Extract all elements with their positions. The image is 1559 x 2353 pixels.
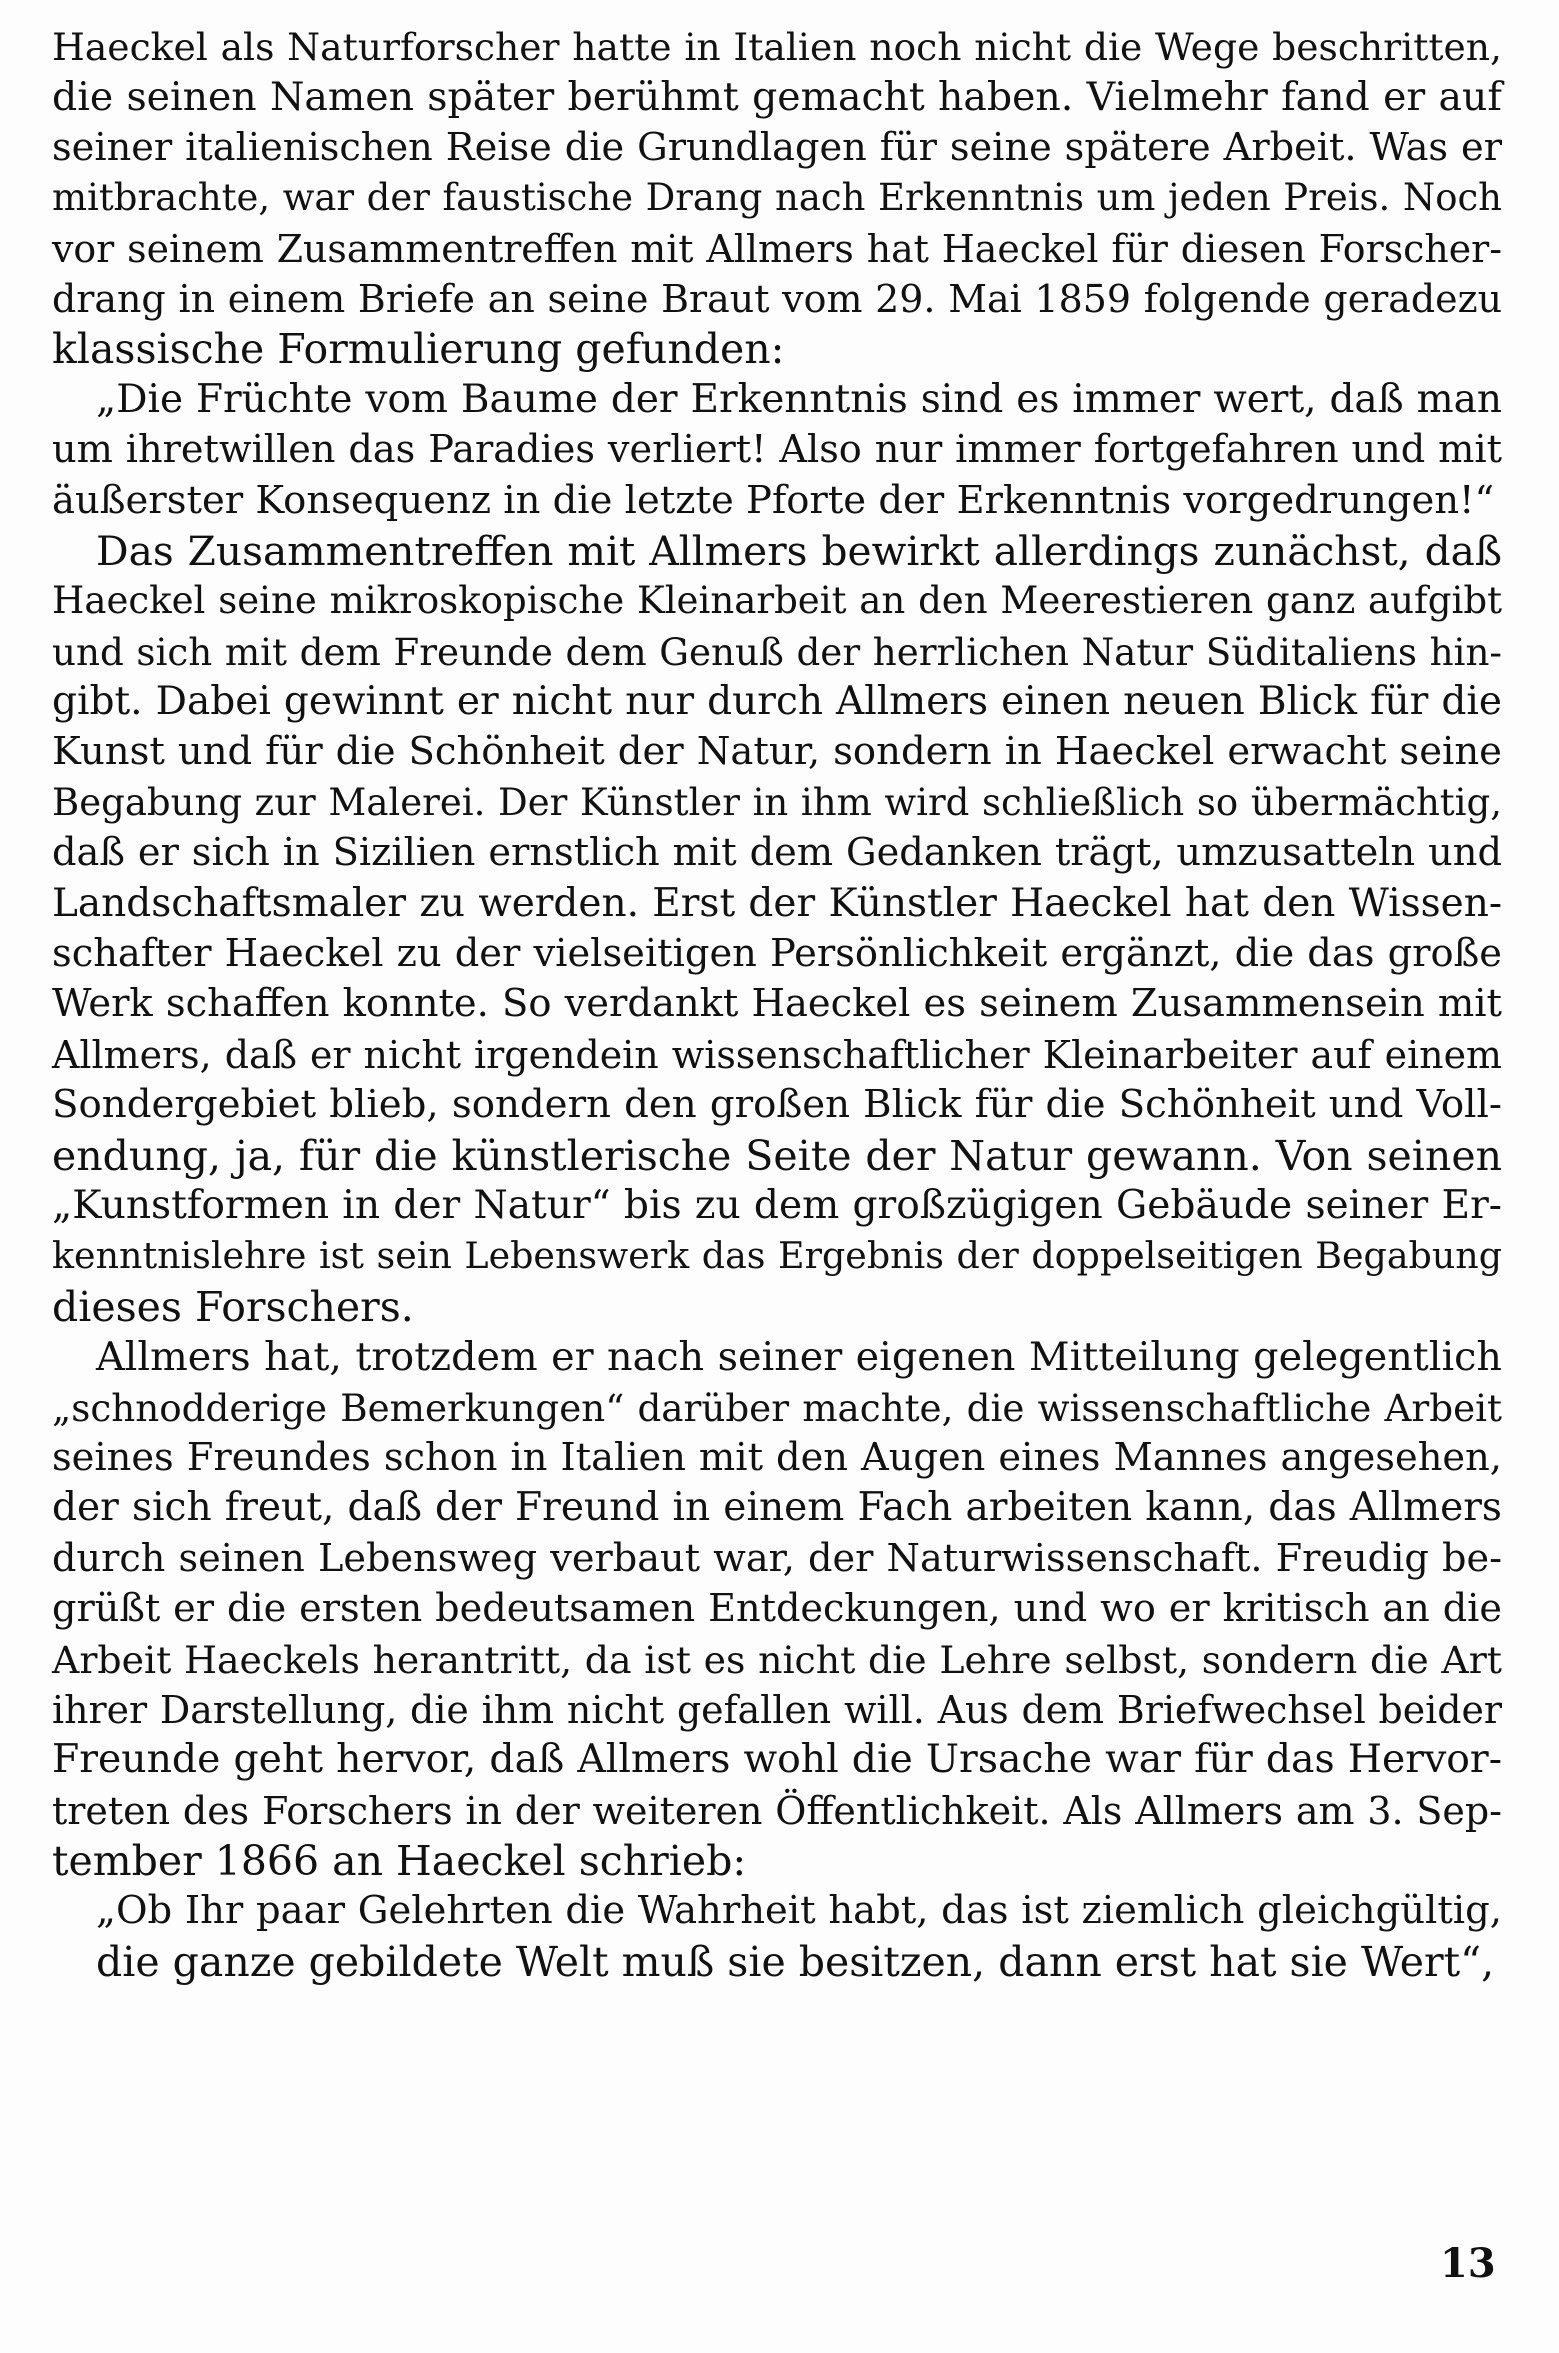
page-number: 13: [1440, 2240, 1496, 2287]
text-line: Begabung zur Malerei. Der Künstler in ihm wird schließlich so übermächtig,: [52, 780, 1502, 824]
text-line: grüßt er die ersten bedeutsamen Entdeckungen, und wo er kritisch an die: [52, 1587, 1502, 1632]
text-line: Das Zusammentreffen mit Allmers bewirkt allerdings zunächst, daß: [96, 526, 1502, 575]
text-line: seines Freundes schon in Italien mit den Augen eines Mannes angesehen,: [52, 1434, 1502, 1480]
text-line: äußerster Konsequenz in die letzte Pforte der Erkenntnis vorgedrungen!“: [52, 477, 1495, 523]
text-line: seiner italienischen Reise die Grundlagen für seine spätere Arbeit. Was er: [52, 124, 1502, 170]
text-line: schafter Haeckel zu der vielseitigen Persönlichkeit ergänzt, die das große: [52, 931, 1502, 977]
text-line: Kunst und für die Schönheit der Natur, sondern in Haeckel erwacht seine: [52, 729, 1502, 775]
text-line: „schnodderige Bemerkungen“ darüber machte, die wissenschaftliche Arbeit: [52, 1385, 1502, 1430]
text-line: und sich mit dem Freunde dem Genuß der herrlichen Natur Süditaliens hin-: [52, 629, 1502, 674]
text-line: endung, ja, für die künstlerische Seite der Natur gewann. Von seinen: [52, 1131, 1502, 1180]
text-line: die seinen Namen später berühmt gemacht haben. Vielmehr fand er auf: [52, 74, 1502, 121]
text-line: drang in einem Briefe an seine Braut vom 29. Mai 1859 folgende geradezu: [52, 276, 1502, 321]
text-line: daß er sich in Sizilien ernstlich mit dem Gedanken trägt, umzusatteln und: [52, 830, 1502, 876]
text-line: durch seinen Lebensweg verbaut war, der Naturwissenschaft. Freudig be-: [52, 1536, 1502, 1581]
text-line: kenntnislehre ist sein Lebenswerk das Ergebnis der doppelseitigen Begabung: [52, 1234, 1502, 1278]
text-line: tember 1866 an Haeckel schrieb:: [52, 1837, 747, 1886]
text-line: um ihretwillen das Paradies verliert! Also nur immer fortgefahren und mit: [52, 428, 1502, 473]
text-line: Arbeit Haeckels herantritt, da ist es nicht die Lehre selbst, sondern die Art: [52, 1637, 1502, 1682]
text-line: Haeckel als Naturforscher hatte in Italien noch nicht die Wege beschritten,: [52, 25, 1502, 69]
text-line: vor seinem Zusammentreffen mit Allmers hat Haeckel für diesen Forscher-: [52, 226, 1502, 271]
text-line: dieses Forschers.: [52, 1282, 414, 1331]
text-line: „Kunstformen in der Natur“ bis zu dem großzügigen Gebäude seiner Er-: [52, 1182, 1502, 1228]
text-line: ihrer Darstellung, die ihm nicht gefallen will. Aus dem Briefwechsel beider: [52, 1687, 1502, 1732]
text-line: der sich freut, daß der Freund in einem Fach arbeiten kann, das Allmers: [52, 1485, 1502, 1531]
text-line: Landschaftsmaler zu werden. Erst der Künstler Haeckel hat den Wissen-: [52, 880, 1502, 926]
text-line: „Ob Ihr paar Gelehrten die Wahrheit habt, das ist ziemlich gleichgültig,: [96, 1888, 1502, 1934]
text-line: gibt. Dabei gewinnt er nicht nur durch Allmers einen neuen Blick für die: [52, 679, 1502, 725]
text-line: Werk schaffen konnte. So verdankt Haeckel es seinem Zusammensein mit: [52, 981, 1502, 1027]
text-line: mitbrachte, war der faustische Drang nach Erkenntnis um jeden Preis. Noch: [52, 176, 1502, 220]
text-line: Sondergebiet blieb, sondern den großen Blick für die Schönheit und Voll-: [52, 1082, 1502, 1128]
body-text: [52, 22, 1502, 1987]
text-line: „Die Früchte vom Baume der Erkenntnis sind es immer wert, daß man: [96, 376, 1502, 422]
text-line: treten des Forschers in der weiteren Öffentlichkeit. Als Allmers am 3. Sep-: [52, 1788, 1502, 1833]
text-line: Allmers, daß er nicht irgendein wissenschaftlicher Kleinarbeiter auf einem: [52, 1032, 1502, 1077]
text-line: Haeckel seine mikroskopische Kleinarbeit an den Meerestieren ganz aufgibt: [52, 579, 1502, 623]
text-line: Allmers hat, trotzdem er nach seiner eigenen Mitteilung gelegentlich: [96, 1334, 1502, 1381]
text-line: Freunde geht hervor, daß Allmers wohl die Ursache war für das Hervor-: [52, 1737, 1502, 1783]
text-line: die ganze gebildete Welt muß sie besitzen, dann erst hat sie Wert“,: [96, 1937, 1495, 1986]
text-line: klassische Formulierung gefunden:: [52, 325, 785, 374]
